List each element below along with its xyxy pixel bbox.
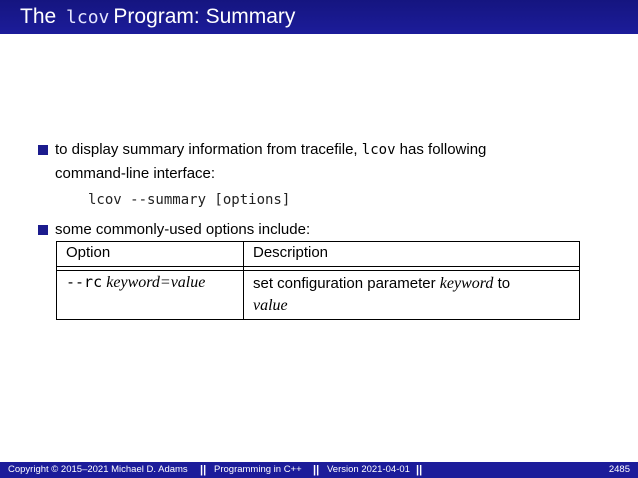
header-option: Option — [57, 242, 244, 267]
footer-page-number: 2485 — [608, 464, 630, 475]
footer-separator: || — [313, 464, 320, 476]
bullet-1-line2: command-line interface: — [55, 165, 216, 182]
footer-separator: || — [200, 464, 207, 476]
bullet-square-icon — [38, 225, 48, 235]
command-line-example: lcov --summary [options] — [88, 192, 291, 208]
option-cell — [57, 271, 244, 320]
desc-to: to — [497, 275, 511, 292]
description-cell — [244, 271, 580, 320]
option-code: --rc — [66, 273, 103, 291]
options-table — [56, 241, 580, 320]
bullet-1-code: lcov — [361, 142, 396, 158]
footer-copyright: Copyright © 2015–2021 Michael D. Adams — [8, 464, 188, 475]
bullet-item-2: some commonly-used options include: — [55, 221, 311, 238]
footer-course: Programming in C++ — [214, 464, 302, 475]
footer-separator: || — [416, 464, 423, 476]
slide-title — [0, 0, 638, 34]
title-code: lcov — [66, 7, 110, 28]
desc-text: set configuration parameter — [253, 275, 436, 292]
header-description: Description — [244, 242, 580, 267]
title-prefix: The — [20, 5, 57, 28]
desc-value: value — [253, 297, 288, 314]
table-row — [57, 271, 580, 320]
footer-bar — [0, 462, 638, 478]
desc-keyword: keyword — [439, 275, 494, 292]
bullet-1-text-before: to display summary information from tracefile, — [55, 141, 358, 158]
bullet-1-text-after: has following — [399, 141, 487, 158]
title-suffix: Program: Summary — [113, 5, 296, 28]
bullet-item-1 — [55, 138, 486, 186]
footer-version: Version 2021-04-01 — [327, 464, 410, 475]
option-arg: keyword=value — [106, 274, 206, 291]
table-header-row — [57, 242, 580, 267]
bullet-square-icon — [38, 145, 48, 155]
